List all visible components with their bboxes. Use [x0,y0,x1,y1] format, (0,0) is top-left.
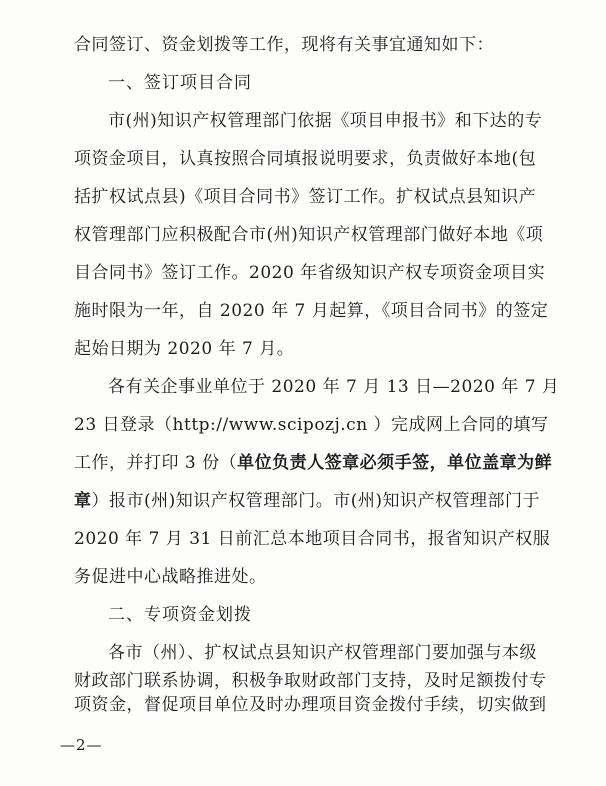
section-heading-2: 二、专项资金划拨 [108,605,252,625]
text-line: 各有关企事业单位于 2020 年 7 月 13 日—2020 年 7 月 [108,377,560,397]
bold-text-run: 章 [74,491,92,511]
text-line: 目合同书》签订工作。2020 年省级知识产权专项资金项目实 [74,263,546,283]
text-line: 起始日期为 2020 年 7 月。 [74,339,295,359]
text-line: 项资金项目，认真按照合同填报说明要求，负责做好本地(包 [74,149,537,169]
text-line: 2020 年 7 月 31 日前汇总本地项目合同书，报省知识产权服 [74,529,551,549]
text-line: 施时限为一年，自 2020 年 7 月起算，《项目合同书》的签定 [74,301,549,321]
text-line: 项资金，督促项目单位及时办理项目资金拨付手续，切实做到 [74,695,547,715]
text-line: 市(州)知识产权管理部门依据《项目申报书》和下达的专 [108,111,543,131]
text-line: 各市（州）、扩权试点县知识产权管理部门要加强与本级 [108,643,537,663]
text-line: 务促进中心战略推进处。 [74,567,267,587]
text-run: 工作，并打印 3 份（ [74,453,238,473]
text-line: 括扩权试点县)《项目合同书》签订工作。扩权试点县知识产 [74,187,537,207]
section-heading-1: 一、签订项目合同 [108,73,252,93]
page-number: —2— [60,736,103,754]
text-line: 合同签订、资金划拨等工作，现将有关事宜通知如下： [74,35,494,55]
text-run: ）报市(州)知识产权管理部门。市(州)知识产权管理部门于 [91,491,541,511]
text-line: 权管理部门应积极配合市(州)知识产权管理部门做好本地《项 [74,225,544,245]
text-line: 23 日登录（http://www.scipozj.cn ）完成网上合同的填写 [74,415,549,435]
text-line [74,490,540,512]
text-line: 财政部门联系协调，积极争取财政部门支持，及时足额拨付专 [74,671,547,691]
text-line [74,452,552,474]
bold-text-run: 单位负责人签章必须手签，单位盖章为鲜 [237,453,553,473]
